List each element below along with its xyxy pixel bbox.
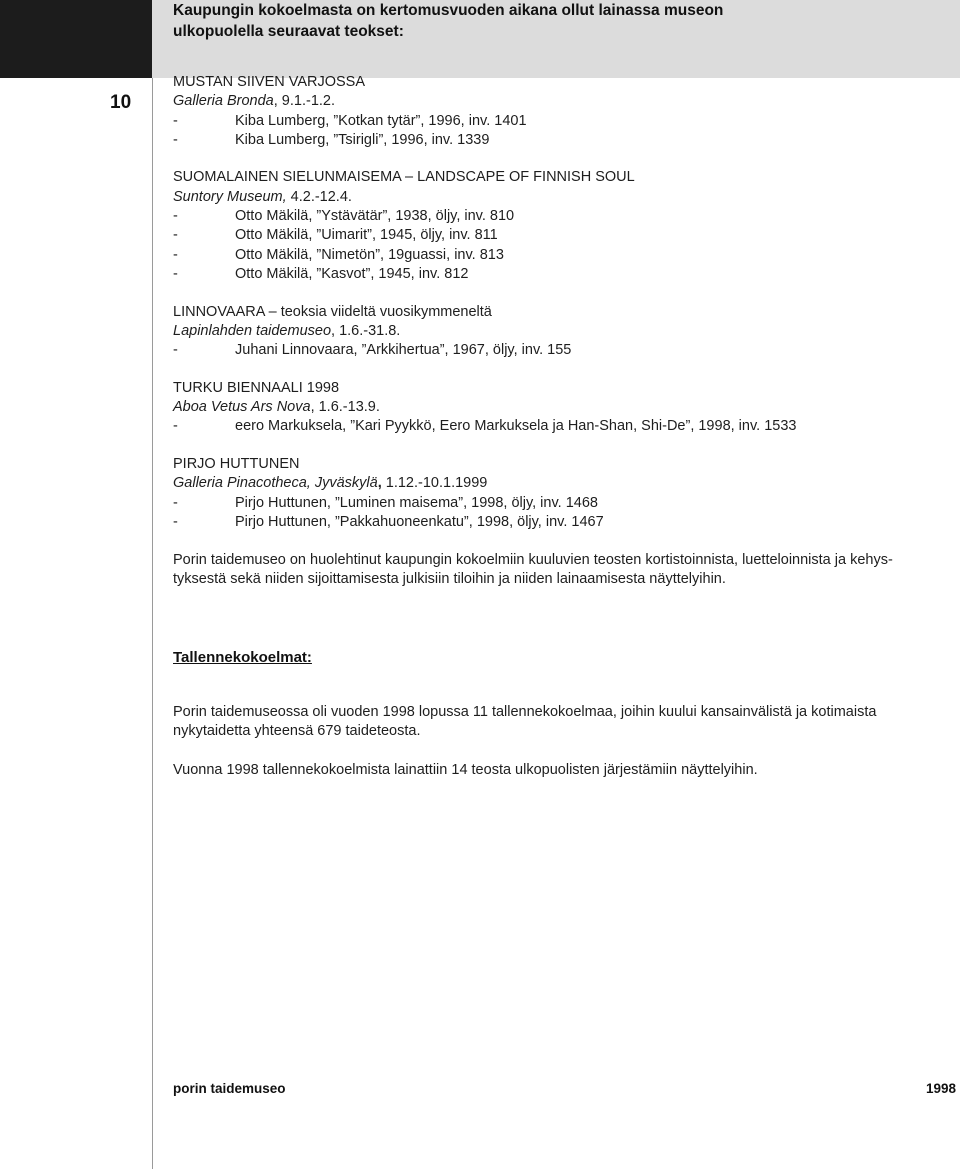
venue-name: Aboa Vetus Ars Nova xyxy=(173,399,311,416)
venue-name: Galleria Pinacotheca, Jyväskylä xyxy=(173,475,378,492)
venue-dates: , 1.6.-13.9. xyxy=(310,399,380,416)
exhibition-title: SUOMALAINEN SIELUNMAISEMA – LANDSCAPE OF FINNISH SOUL xyxy=(173,169,635,186)
artwork-item xyxy=(173,207,953,226)
exhibition-block xyxy=(173,73,953,150)
loan-list xyxy=(173,73,953,590)
paragraph-line: Vuonna 1998 tallennekokoelmista lainattiin 14 teosta ulkopuolisten järjestämiin näyttelyihin. xyxy=(173,762,758,778)
item-text: Kiba Lumberg, ”Tsirigli”, 1996, inv. 1339 xyxy=(235,131,490,148)
paragraph-line: tyksestä sekä niiden sijoittamisesta julkisiin tiloihin ja niiden lainaamisesta näyttelyihin. xyxy=(173,571,726,588)
artwork-item xyxy=(173,417,953,436)
item-text: Otto Mäkilä, ”Nimetön”, 19guassi, inv. 813 xyxy=(235,246,504,263)
venue-dates: 1.12.-10.1.1999 xyxy=(381,475,488,492)
page-number: 10 xyxy=(110,92,132,113)
item-text: Otto Mäkilä, ”Kasvot”, 1945, inv. 812 xyxy=(235,265,469,282)
exhibition-venue xyxy=(173,92,953,111)
footer-year: 1998 xyxy=(925,1081,956,1096)
artwork-item xyxy=(173,494,953,513)
exhibition-block xyxy=(173,168,953,284)
page-title-line: ulkopuolella seuraavat teokset: xyxy=(173,23,404,40)
margin-divider xyxy=(152,78,153,1169)
artwork-item xyxy=(173,246,953,265)
item-dash: - xyxy=(173,513,178,530)
artwork-item xyxy=(173,265,953,284)
paragraph-line: Porin taidemuseossa oli vuoden 1998 lopussa 11 tallennekokoelmaa, joihin kuului kansainvälistä ja kotimaista xyxy=(173,704,877,720)
exhibition-block xyxy=(173,379,953,437)
artwork-item xyxy=(173,226,953,245)
venue-name: Suntory Museum, xyxy=(173,188,287,205)
item-text: Pirjo Huttunen, ”Pakkahuoneenkatu”, 1998, öljy, inv. 1467 xyxy=(235,513,604,530)
exhibition-title: MUSTAN SIIVEN VARJOSSA xyxy=(173,74,366,90)
recording-collection-paragraph xyxy=(173,703,953,742)
item-dash: - xyxy=(173,208,178,225)
corner-block xyxy=(0,0,152,78)
exhibition-title: TURKU BIENNAALI 1998 xyxy=(173,379,340,396)
venue-dates: 4.2.-12.4. xyxy=(286,188,352,205)
item-text: Otto Mäkilä, ”Ystävätär”, 1938, öljy, inv. 810 xyxy=(235,208,515,225)
paragraph-line: Porin taidemuseo on huolehtinut kaupungin kokoelmiin kuuluvien teosten kortistoinnista, luetteloinnista ja kehys- xyxy=(173,552,893,569)
paragraph-line: nykytaidetta yhteensä 679 taideteosta. xyxy=(173,723,421,740)
page-title xyxy=(173,0,933,42)
venue-dates: , 9.1.-1.2. xyxy=(273,93,336,110)
artwork-item xyxy=(173,341,953,360)
loans-paragraph xyxy=(173,761,953,780)
item-text: Juhani Linnovaara, ”Arkkihertua”, 1967, öljy, inv. 155 xyxy=(235,342,572,359)
item-text: Pirjo Huttunen, ”Luminen maisema”, 1998, öljy, inv. 1468 xyxy=(235,494,598,511)
venue-dates: , 1.6.-31.8. xyxy=(331,322,401,339)
venue-comma: , xyxy=(377,475,382,492)
exhibition-title: LINNOVAARA – teoksia viideltä vuosikymmeneltä xyxy=(173,303,492,320)
artwork-item xyxy=(173,131,953,150)
exhibition-venue xyxy=(173,188,953,207)
item-dash: - xyxy=(173,418,178,435)
footer-publisher: porin taidemuseo xyxy=(173,1081,286,1096)
item-dash: - xyxy=(173,342,178,359)
exhibition-venue xyxy=(173,322,953,341)
item-dash: - xyxy=(173,112,178,129)
item-text: Otto Mäkilä, ”Uimarit”, 1945, öljy, inv. 811 xyxy=(235,227,498,244)
item-dash: - xyxy=(173,494,178,511)
venue-name: Lapinlahden taidemuseo xyxy=(173,322,332,339)
item-dash: - xyxy=(173,227,178,244)
item-text: Kiba Lumberg, ”Kotkan tytär”, 1996, inv. 1401 xyxy=(235,112,527,129)
artwork-item xyxy=(173,112,953,131)
exhibition-block xyxy=(173,455,953,532)
item-dash: - xyxy=(173,131,178,148)
section-heading: Tallennekokoelmat: xyxy=(173,649,312,666)
venue-name: Galleria Bronda xyxy=(173,93,274,110)
collection-care-paragraph xyxy=(173,551,953,590)
exhibition-title: PIRJO HUTTUNEN xyxy=(173,455,300,472)
page-title-line: Kaupungin kokoelmasta on kertomusvuoden aikana ollut lainassa museon xyxy=(173,2,724,19)
item-text: eero Markuksela, ”Kari Pyykkö, Eero Markuksela ja Han-Shan, Shi-De”, 1998, inv. 1533 xyxy=(235,418,797,435)
exhibition-block xyxy=(173,303,953,361)
item-dash: - xyxy=(173,265,178,282)
exhibition-venue xyxy=(173,398,953,417)
exhibition-venue xyxy=(173,474,953,493)
item-dash: - xyxy=(173,246,178,263)
artwork-item xyxy=(173,513,953,532)
